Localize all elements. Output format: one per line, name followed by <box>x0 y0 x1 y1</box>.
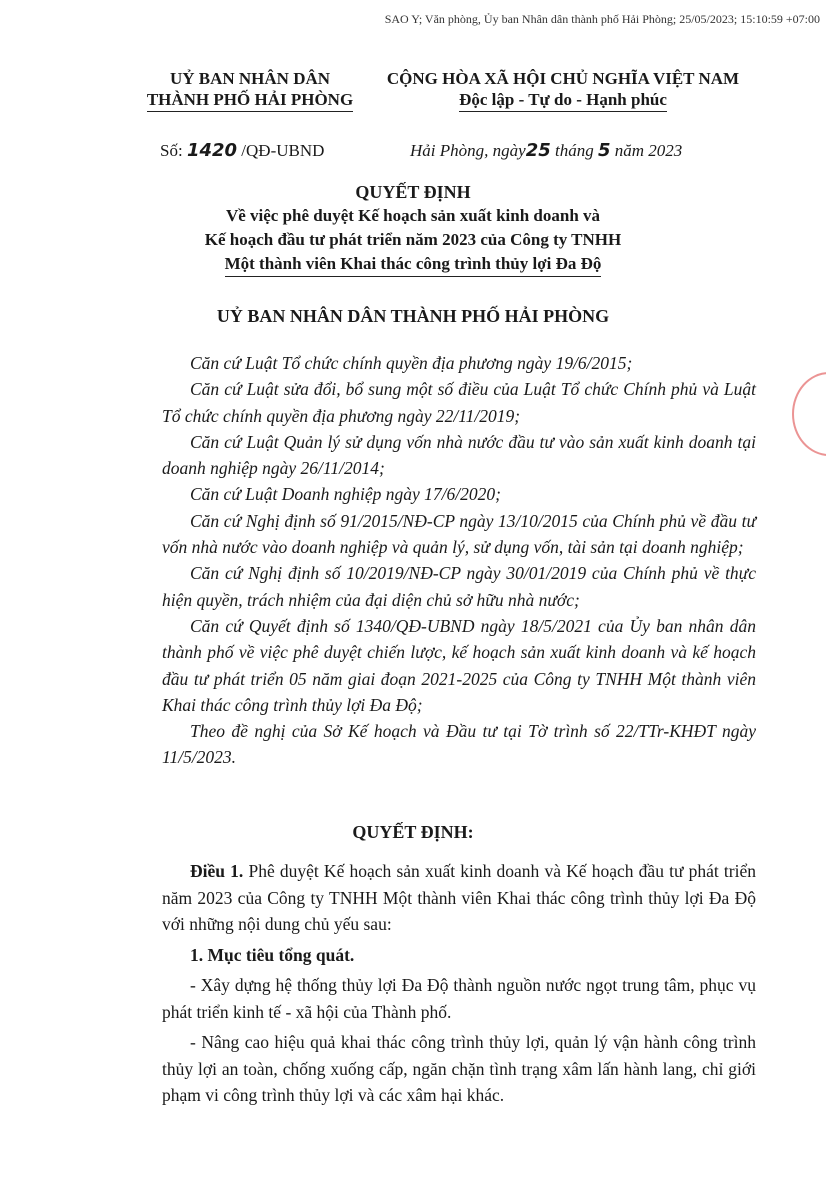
basis-item: Căn cứ Nghị định số 10/2019/NĐ-CP ngày 30/01/2019 của Chính phủ về thực hiện quyền, trách nhiệm của đại diện chủ sở hữu nhà nước; <box>162 563 756 610</box>
agency-line-2: THÀNH PHỐ HẢI PHÒNG <box>147 89 353 112</box>
motto-line-1: CỘNG HÒA XÃ HỘI CHỦ NGHĨA VIỆT NAM <box>386 69 740 88</box>
number-label: Số: <box>160 141 183 160</box>
basis-item: Căn cứ Quyết định số 1340/QĐ-UBND ngày 18/5/2021 của Ủy ban nhân dân thành phố về việc phê duyệt chiến lược, kế hoạch sản xuất kinh doanh và kế hoạch đầu tư phát triển 05 năm giai đoạn 2021-2025 của Công ty TNHH Một thành viên Khai thác công trình thủy lợi Đa Độ; <box>162 615 756 715</box>
document-title <box>0 180 826 277</box>
handwritten-number: 1420 <box>186 140 238 161</box>
issuer-heading: UỶ BAN NHÂN DÂN THÀNH PHỐ HẢI PHÒNG <box>216 306 610 326</box>
article-1-label: Điều 1. <box>190 861 244 881</box>
decision-body <box>162 858 756 1113</box>
section-1-item: - Xây dựng hệ thống thủy lợi Đa Độ thành nguồn nước ngọt trung tâm, phục vụ phát triển kinh tế - xã hội của Thành phố. <box>162 975 756 1022</box>
section-1-heading: 1. Mục tiêu tổng quát. <box>190 944 355 965</box>
handwritten-month: 5 <box>597 140 611 161</box>
title-line-1: Về việc phê duyệt Kế hoạch sản xuất kinh doanh và <box>225 206 601 225</box>
article-1-text: Phê duyệt Kế hoạch sản xuất kinh doanh và Kế hoạch đầu tư phát triển năm 2023 của Công ty TNHH Một thành viên Khai thác công trình thủy lợi Đa Độ với những nội dung chủ yếu sau: <box>162 861 756 934</box>
red-seal-stamp <box>792 372 826 456</box>
national-motto <box>368 68 758 112</box>
agency-line-1: UỶ BAN NHÂN DÂN <box>169 69 331 88</box>
article-1 <box>162 858 756 938</box>
place-date-prefix: Hải Phòng, ngày <box>410 141 526 160</box>
decision-heading: QUYẾT ĐỊNH: <box>352 822 474 842</box>
doc-type: QUYẾT ĐỊNH <box>355 182 471 202</box>
digital-signature-line: SAO Y; Văn phòng, Ủy ban Nhân dân thành phố Hải Phòng; 25/05/2023; 15:10:59 +07:00 <box>384 12 820 26</box>
title-line-2: Kế hoạch đầu tư phát triển năm 2023 của Công ty TNHH <box>204 230 622 249</box>
document-header <box>0 68 826 128</box>
basis-item: Căn cứ Luật Quản lý sử dụng vốn nhà nước đầu tư vào sản xuất kinh doanh tại doanh nghiệp ngày 26/11/2014; <box>162 431 756 479</box>
motto-line-2: Độc lập - Tự do - Hạnh phúc <box>459 89 667 112</box>
handwritten-day: 25 <box>525 140 551 161</box>
place-date <box>410 140 682 161</box>
legal-basis <box>162 350 756 771</box>
basis-item: Căn cứ Luật sửa đổi, bổ sung một số điều của Luật Tổ chức Chính phủ và Luật Tổ chức chính quyền địa phương ngày 22/11/2019; <box>162 379 756 426</box>
number-suffix: /QĐ-UBND <box>241 141 325 160</box>
basis-item: Căn cứ Nghị định số 91/2015/NĐ-CP ngày 13/10/2015 của Chính phủ về đầu tư vốn nhà nước vào doanh nghiệp và quản lý, sử dụng vốn, tài sản tại doanh nghiệp; <box>162 510 756 558</box>
title-line-3: Một thành viên Khai thác công trình thủy lợi Đa Độ <box>225 252 602 277</box>
basis-item: Theo đề nghị của Sở Kế hoạch và Đầu tư tại Tờ trình số 22/TTr-KHĐT ngày 11/5/2023. <box>162 721 756 768</box>
year-label: năm 2023 <box>614 141 683 160</box>
document-number <box>160 140 324 161</box>
month-label: tháng <box>555 141 594 160</box>
basis-item: Căn cứ Luật Doanh nghiệp ngày 17/6/2020; <box>190 484 501 505</box>
basis-item: Căn cứ Luật Tổ chức chính quyền địa phương ngày 19/6/2015; <box>190 353 633 373</box>
issuing-agency <box>130 68 370 112</box>
section-1-item: - Nâng cao hiệu quả khai thác công trình thủy lợi, quản lý vận hành công trình thủy lợi an toàn, chống xuống cấp, ngăn chặn tình trạng xâm lấn hành lang, chỉ giới phạm vi công trình thủy lợi và các xâm hại khác. <box>162 1032 756 1105</box>
